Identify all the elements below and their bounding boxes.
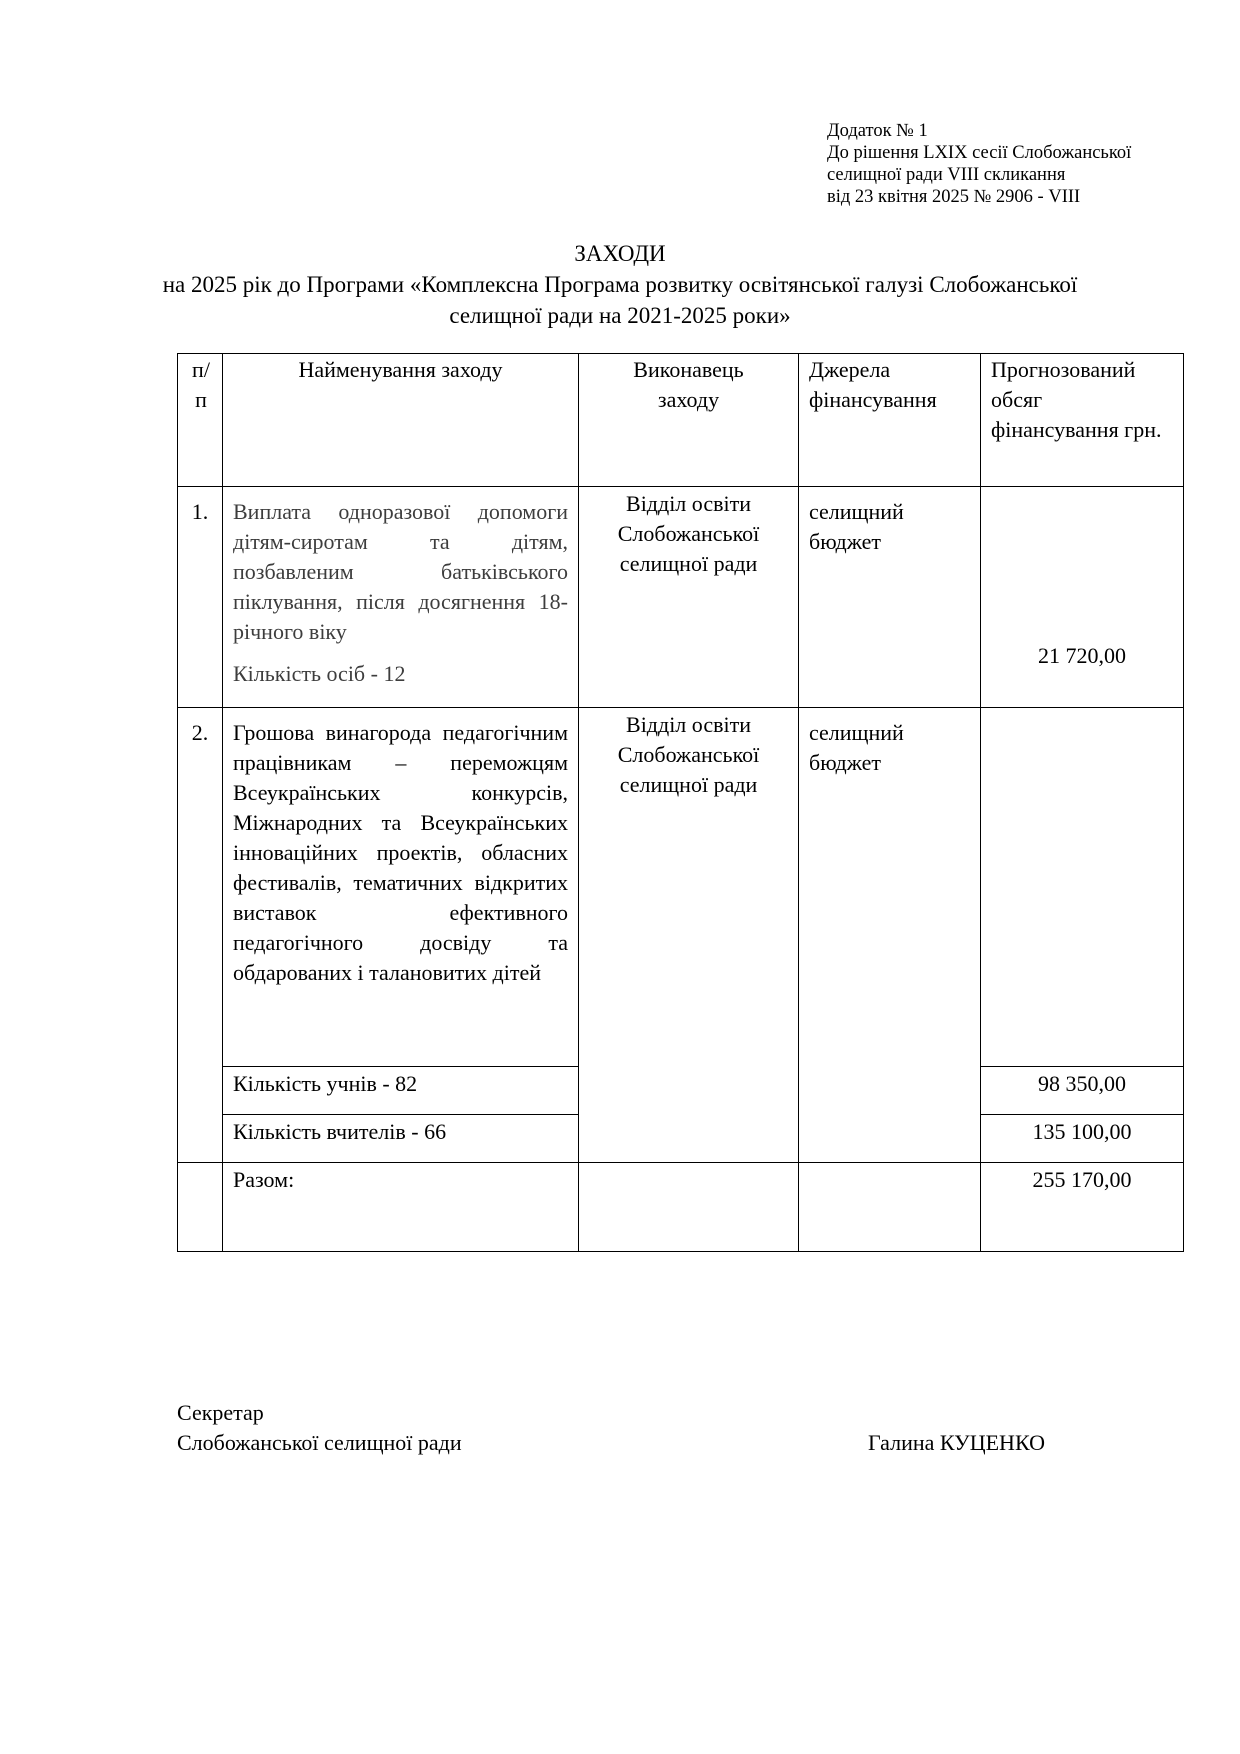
annex-line-2: До рішення LXIX сесії Слобожанської [827,143,1132,163]
signature-role-line-1: Секретар [177,1400,264,1425]
row-2-source: селищний бюджет [799,708,981,1163]
row-2-num: 2. [178,708,223,1163]
annex-line-1: Додаток № 1 [827,121,928,141]
row-2-sub1-amount: 98 350,00 [981,1067,1184,1115]
row-2-amount-empty [981,708,1184,1067]
header-amount: Прогнозований обсяг фінансування грн. [981,354,1184,487]
table-row [178,487,1184,708]
row-2-sub1-label: Кількість учнів - 82 [223,1067,579,1115]
signature-role [177,1398,462,1458]
row-1-num: 1. [178,487,223,708]
document-title [120,238,1120,331]
row-1-amount: 21 720,00 [981,487,1184,708]
row-1-executor: Відділ освіти Слобожанської селищної ради [579,487,799,708]
row-2-executor: Відділ освіти Слобожанської селищної ради [579,708,799,1163]
row-1-name: Виплата одноразової допомоги дітям-сиротам та дітям, позбавленим батьківського піклування, після досягнення 18-річного віку [233,499,568,644]
row-2-name: Грошова винагорода педагогічним працівникам – переможцям Всеукраїнських конкурсів, Міжнародних та Всеукраїнських інноваційних проектів, обласних фестивалів, тематичних відкритих виставок ефективного педагогічного досвіду та обдарованих і талановитих дітей [223,708,579,1067]
total-executor-empty [579,1163,799,1252]
header-source: Джерела фінансування [799,354,981,487]
signature-role-line-2: Слобожанської селищної ради [177,1430,462,1455]
total-label: Разом: [223,1163,579,1252]
table-row [178,708,1184,1067]
signature-name: Галина КУЦЕНКО [868,1430,1045,1455]
title-heading: ЗАХОДИ [574,241,666,266]
header-executor: Виконавець заходу [579,354,799,487]
table-header-row [178,354,1184,487]
measures-table [177,353,1184,1252]
header-num: п/п [178,354,223,487]
annex-block [827,120,1131,208]
total-amount: 255 170,00 [981,1163,1184,1252]
table-total-row [178,1163,1184,1252]
total-source-empty [799,1163,981,1252]
row-1-name-cell [223,487,579,708]
row-2-sub2-label: Кількість вчителів - 66 [223,1115,579,1163]
row-1-source: селищний бюджет [799,487,981,708]
row-1-count: Кількість осіб - 12 [233,661,406,686]
title-line-2: на 2025 рік до Програми «Комплексна Програма розвитку освітянської галузі Слобожанської [162,272,1078,297]
header-name: Найменування заходу [223,354,579,487]
title-line-3: селищної ради на 2021-2025 роки» [449,303,791,328]
annex-line-4: від 23 квітня 2025 № 2906 - VIII [827,187,1081,207]
annex-line-3: селищної ради VIII скликання [827,165,1066,185]
total-num-empty [178,1163,223,1252]
row-2-sub2-amount: 135 100,00 [981,1115,1184,1163]
